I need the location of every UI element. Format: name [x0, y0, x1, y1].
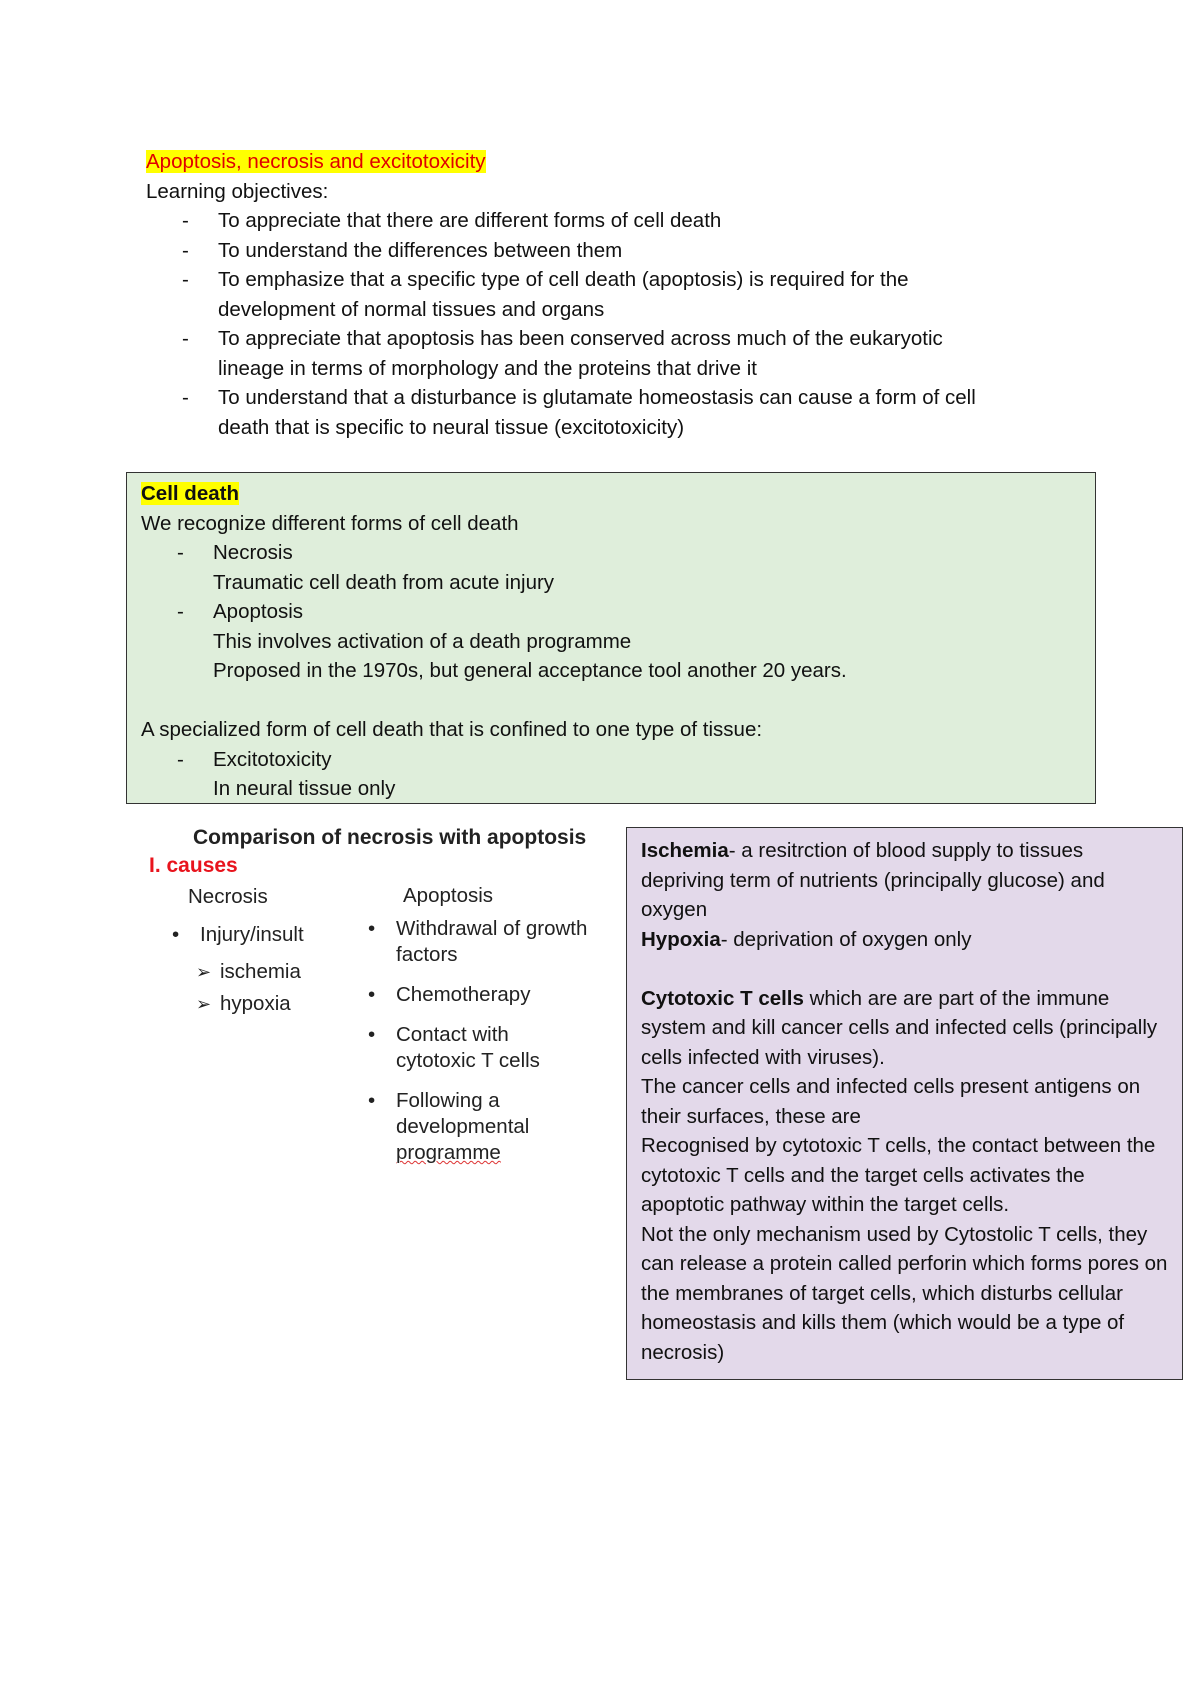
hypoxia-note: Hypoxia- deprivation of oxygen only [641, 927, 972, 951]
page-title: Apoptosis, necrosis and excitotoxicity [146, 150, 486, 173]
figure-section-label: I. causes [149, 854, 238, 877]
necrosis-column [188, 884, 368, 1017]
necrosis-heading: Necrosis [188, 885, 268, 908]
spacer [141, 686, 1081, 716]
list-item: • Injury/insult [172, 922, 368, 948]
figure-title: Comparison of necrosis with apoptosis [193, 826, 587, 849]
list-item: • Contact with cytotoxic T cells [368, 1022, 556, 1074]
cell-death-heading: Cell death [141, 482, 239, 505]
objectives-section [146, 147, 1066, 442]
comparison-figure [146, 820, 616, 1180]
list-item: ➢ ischemia [196, 959, 368, 985]
necrosis-desc: Traumatic cell death from acute injury [213, 570, 555, 594]
list-item [141, 745, 1081, 804]
notes-box [626, 827, 1183, 1380]
list-item: • Withdrawal of growth factors [368, 916, 596, 968]
excitotoxicity-label: - Excitotoxicity [213, 747, 332, 771]
list-item: - To appreciate that apoptosis has been conserved across much of the eukaryotic lineage in terms of morphology and the proteins that drive it [146, 324, 948, 383]
ischemia-note: Ischemia- a resitrction of blood supply to tissues depriving term of nutrients (principally glucose) and oxygen [641, 839, 1105, 921]
spacer [641, 954, 1170, 984]
specialized-intro: A specialized form of cell death that is confined to one type of tissue: [141, 718, 763, 741]
list-item: - To emphasize that a specific type of cell death (apoptosis) is required for the development of normal tissues and organs [146, 265, 918, 324]
tcell-note: Cytotoxic T cells which are are part of the immune system and kill cancer cells and infected cells (principally cells infected with viruses). [641, 986, 1158, 1069]
apoptosis-heading: Apoptosis [403, 884, 494, 907]
list-item: - To understand that a disturbance is glutamate homeostasis can cause a form of cell death that is specific to neural tissue (excitotoxicity) [146, 383, 998, 442]
objectives-label: Learning objectives: [146, 179, 329, 203]
list-item: - To appreciate that there are different forms of cell death [146, 206, 1026, 236]
necrosis-label: - Necrosis [213, 541, 293, 564]
list-item: - To understand the differences between them [146, 236, 1026, 266]
list-item [141, 597, 1081, 686]
tcell-note-perforin: Not the only mechanism used by Cytostolic T cells, they can release a protein called perforin which forms pores on the membranes of target cells, which disturbs cellular homeostasis and kills them (which would be a type of necrosis) [641, 1222, 1168, 1364]
apoptosis-column [368, 883, 628, 1166]
tcell-note-recognition: Recognised by cytotoxic T cells, the contact between the cytotoxic T cells and the target cells activates the apoptotic pathway within the target cells. [641, 1134, 1156, 1216]
list-item: • Chemotherapy [368, 982, 628, 1008]
apoptosis-desc-1: This involves activation of a death programme [213, 629, 632, 653]
list-item: ➢ hypoxia [196, 991, 368, 1017]
specialized-forms [141, 745, 1081, 804]
apoptosis-desc-2: Proposed in the 1970s, but general acceptance tool another 20 years. [213, 659, 847, 682]
cell-death-box [126, 472, 1096, 804]
tcell-note-antigens: The cancer cells and infected cells present antigens on their surfaces, these are [641, 1075, 1141, 1128]
cell-death-intro: We recognize different forms of cell death [141, 511, 519, 535]
list-item: • Following a developmental programme [368, 1088, 566, 1166]
apoptosis-label: - Apoptosis [213, 600, 304, 623]
list-item [141, 538, 1081, 597]
cell-death-forms [141, 538, 1081, 686]
excitotoxicity-desc: In neural tissue only [213, 777, 396, 800]
objectives-list [146, 206, 1066, 442]
